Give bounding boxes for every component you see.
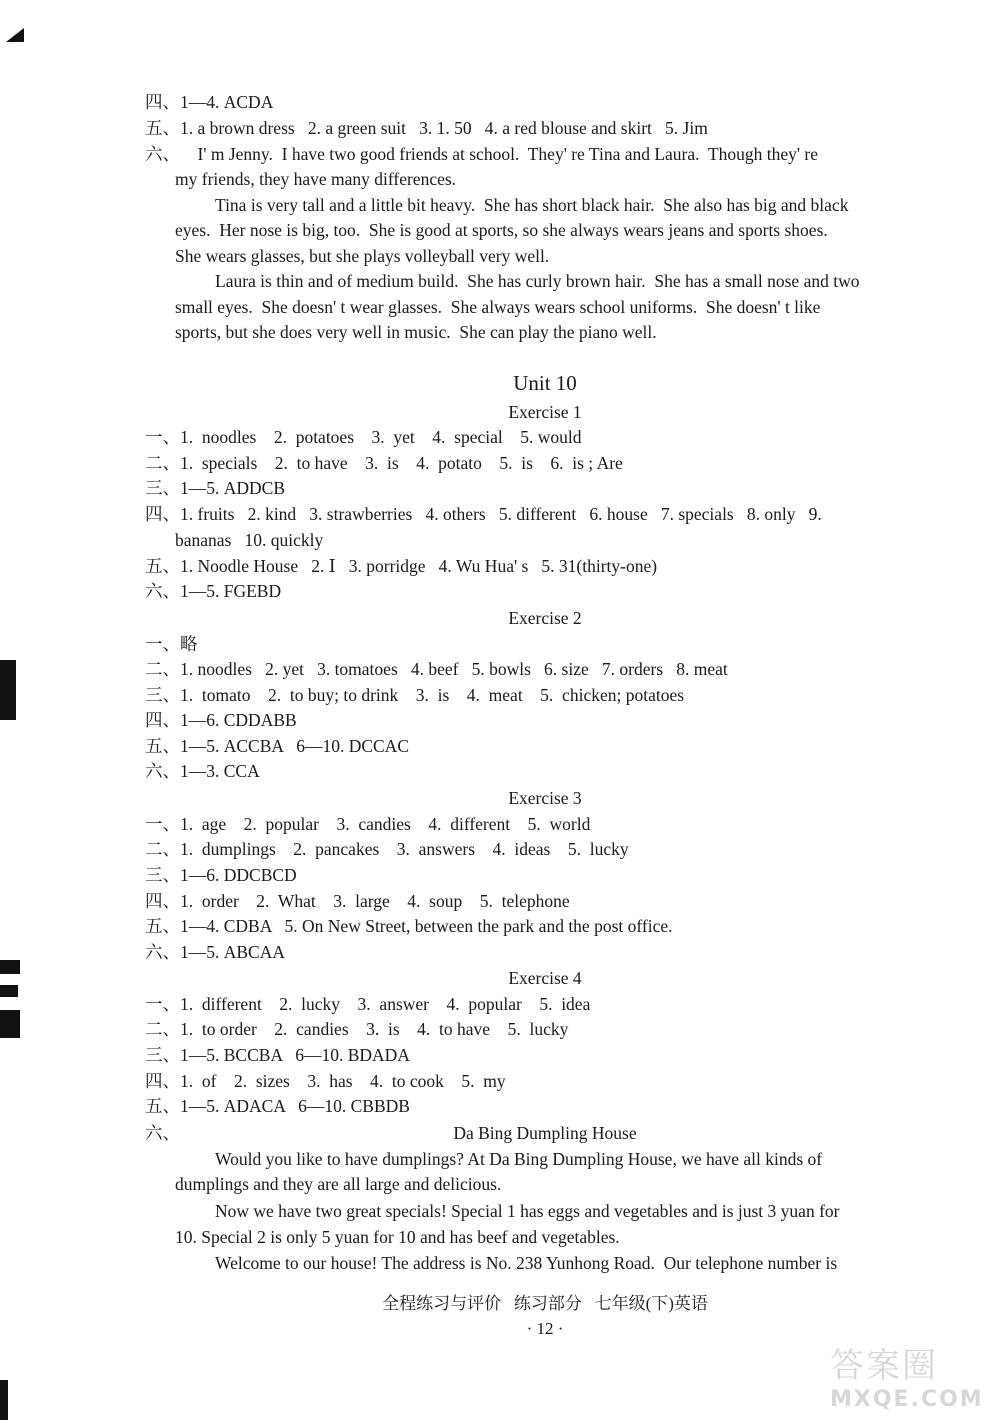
corner-mark [6, 28, 24, 42]
answer-line: 三、1—5. ADDCB [145, 478, 286, 498]
answer-line: 二、1. to order 2. candies 3. is 4. to have 5. lucky [145, 1019, 569, 1039]
page-number: · 12 · [526, 1319, 564, 1338]
essay-line: eyes. Her nose is big, too. She is good at sports, so she always wears jeans and sports shoes. [175, 220, 828, 240]
scan-edge-mark [0, 660, 16, 720]
scan-edge-mark [0, 985, 18, 997]
essay-line: my friends, they have many differences. [175, 169, 457, 189]
answer-line: 五、1—4. CDBA 5. On New Street, between the park and the post office. [145, 916, 673, 936]
answer-line: 六、1—3. CCA [145, 761, 260, 781]
answer-line: 四、1—4. ACDA [145, 92, 274, 112]
exercise-heading: Exercise 4 [508, 968, 582, 988]
essay-line: sports, but she does very well in music. She can play the piano well. [175, 322, 657, 342]
answer-line: 一、1. different 2. lucky 3. answer 4. popular 5. idea [145, 994, 591, 1014]
exercise-heading: Exercise 3 [508, 788, 582, 808]
essay-line: Welcome to our house! The address is No. 238 Yunhong Road. Our telephone number is [215, 1253, 838, 1273]
footer-title: 全程练习与评价 练习部分 七年级(下)英语 [382, 1294, 708, 1313]
essay-line: dumplings and they are all large and delicious. [175, 1174, 502, 1194]
watermark-cn: 答案圈 [830, 1346, 938, 1386]
watermark-logo [830, 1338, 984, 1418]
essay-line: She wears glasses, but she plays volleyball very well. [175, 246, 550, 266]
answer-line: 六、 [145, 1123, 180, 1143]
answer-line: 六、1—5. FGEBD [145, 581, 282, 601]
essay-line: 10. Special 2 is only 5 yuan for 10 and has beef and vegetables. [175, 1227, 620, 1247]
answer-line: 五、1—5. ACCBA 6—10. DCCAC [145, 736, 409, 756]
answer-line: 五、1. Noodle House 2. Ⅰ 3. porridge 4. Wu Hua' s 5. 31(thirty-one) [145, 556, 658, 576]
answer-line: 二、1. specials 2. to have 3. is 4. potato 5. is 6. is ; Are [145, 453, 623, 473]
scan-edge-mark [0, 1010, 20, 1038]
answer-line: 四、1. order 2. What 3. large 4. soup 5. telephone [145, 891, 570, 911]
answer-line: 六、 I' m Jenny. I have two good friends at school. They' re Tina and Laura. Though they' re [145, 144, 819, 164]
answer-line: 三、1. tomato 2. to buy; to drink 3. is 4. meat 5. chicken; potatoes [145, 685, 685, 705]
watermark-en: MXQE.COM [830, 1387, 984, 1412]
essay-line: Tina is very tall and a little bit heavy. She has short black hair. She also has big and black [215, 195, 849, 215]
scan-edge-mark [0, 1380, 8, 1420]
exercise-heading: Exercise 2 [508, 608, 582, 628]
answer-line: 一、1. noodles 2. potatoes 3. yet 4. special 5. would [145, 427, 582, 447]
essay-line: small eyes. She doesn' t wear glasses. She always wears school uniforms. She doesn' t like [175, 297, 821, 317]
scan-edge-mark [0, 960, 20, 974]
answer-line: 六、1—5. ABCAA [145, 942, 286, 962]
answer-line: 四、1. of 2. sizes 3. has 4. to cook 5. my [145, 1071, 506, 1091]
exercise-heading: Exercise 1 [508, 402, 582, 422]
answer-line: 二、1. dumplings 2. pancakes 3. answers 4. ideas 5. lucky [145, 839, 629, 859]
essay-line: Laura is thin and of medium build. She has curly brown hair. She has a small nose and two [215, 271, 860, 291]
answer-line: 四、1—6. CDDABB [145, 710, 297, 730]
answer-line: 三、1—5. BCCBA 6—10. BDADA [145, 1045, 410, 1065]
answer-line: 五、1. a brown dress 2. a green suit 3. 1. 50 4. a red blouse and skirt 5. Jim [145, 118, 708, 138]
answer-line: 三、1—6. DDCBCD [145, 865, 297, 885]
essay-title: Da Bing Dumpling House [453, 1123, 637, 1143]
answer-line: 五、1—5. ADACA 6—10. CBBDB [145, 1096, 410, 1116]
answer-line: 二、1. noodles 2. yet 3. tomatoes 4. beef 5. bowls 6. size 7. orders 8. meat [145, 659, 728, 679]
answer-line: bananas 10. quickly [175, 530, 324, 550]
answer-line: 一、1. age 2. popular 3. candies 4. different 5. world [145, 814, 591, 834]
answer-line: 一、略 [145, 634, 198, 654]
unit-title: Unit 10 [513, 371, 577, 395]
essay-line: Now we have two great specials! Special 1 has eggs and vegetables and is just 3 yuan for [215, 1201, 840, 1221]
answer-line: 四、1. fruits 2. kind 3. strawberries 4. others 5. different 6. house 7. specials 8. only 9. [145, 504, 822, 524]
essay-line: Would you like to have dumplings? At Da Bing Dumpling House, we have all kinds of [215, 1149, 823, 1169]
